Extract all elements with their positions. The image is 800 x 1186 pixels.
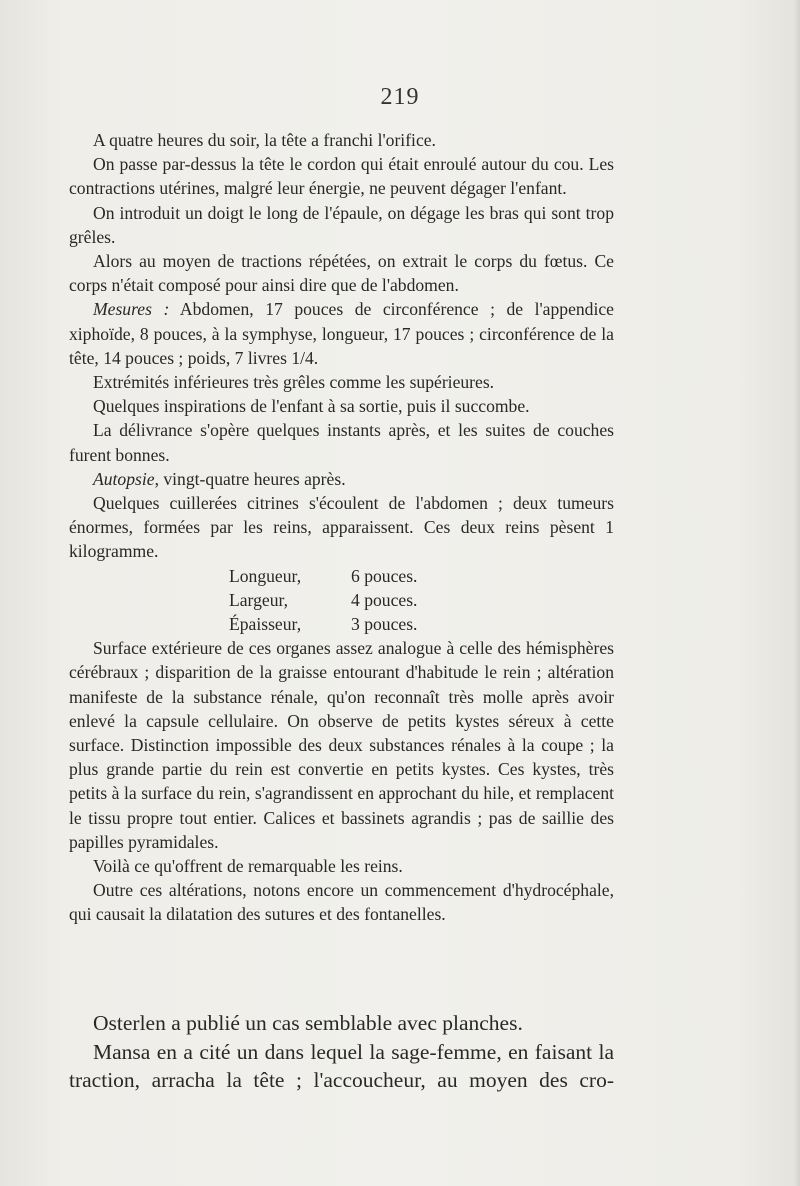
page-number: 219 xyxy=(380,84,420,110)
dimension-value: 6 pouces. xyxy=(351,565,418,586)
paragraph: Alors au moyen de tractions répétées, on extrait le corps du fœtus. Ce corps n'était composé pour ainsi dire que de l'abdomen. xyxy=(69,251,614,296)
page-edge-shadow xyxy=(794,0,800,1186)
dimensions-table xyxy=(69,564,614,637)
paragraph: A quatre heures du soir, la tête a franchi l'orifice. xyxy=(93,130,436,150)
paragraph: Quelques inspirations de l'enfant à sa sortie, puis il succombe. xyxy=(93,396,530,417)
body-text xyxy=(69,128,614,927)
paragraph-large: Mansa en a cité un dans lequel la sage-femme, en faisant la traction, arracha la tête ; l'accoucheur, au moyen des cro- xyxy=(69,1039,614,1093)
dimension-row xyxy=(69,588,614,612)
paragraph: Outre ces altérations, notons encore un commencement d'hydrocéphale, qui causait la dilatation des sutures et des fontanelles. xyxy=(69,880,614,925)
paragraph-autopsy xyxy=(69,467,614,491)
paragraph: Surface extérieure de ces organes assez analogue à celle des hémisphères cérébraux ; disparition de la graisse entourant d'habitude le rein ; altération manifeste de la substance rénale, qu'on reconnaît très molle après avoir enlevé la capsule cellulaire. On observe de petits kystes séreux à cette surface. Distinction impossible des deux substances rénales à la coupe ; la plus grande partie du rein est convertie en petits kystes. Ces kystes, très petits à la surface du rein, s'agrandissent en approchant du hile, et remplacent le tissu propre tout entier. Calices et bassinets agrandis ; pas de saillie des papilles pyramidales. xyxy=(69,638,614,852)
paragraph: Voilà ce qu'offrent de remarquable les reins. xyxy=(93,856,403,877)
dimension-row xyxy=(69,564,614,588)
dimension-label: Longueur, xyxy=(229,565,302,586)
dimension-label: Épaisseur, xyxy=(229,614,302,635)
paragraph: Extrémités inférieures très grêles comme les supérieures. xyxy=(93,372,495,393)
paragraph: On introduit un doigt le long de l'épaule, on dégage les bras qui sont trop grêles. xyxy=(69,202,614,247)
paragraph-large: Osterlen a publié un cas semblable avec planches. xyxy=(93,1011,523,1035)
paragraph: On passe par-dessus la tête le cordon qui était enroulé autour du cou. Les contractions utérines, malgré leur énergie, ne peuvent dégager l'enfant. xyxy=(69,154,614,199)
paragraph-measures xyxy=(69,297,614,370)
paragraph: Quelques cuillerées citrines s'écoulent de l'abdomen ; deux tumeurs énormes, formées par les reins, apparaissent. Ces deux reins pèsent 1 kilogramme. xyxy=(69,493,614,562)
dimension-row xyxy=(69,612,614,636)
paragraph: La délivrance s'opère quelques instants après, et les suites de couches furent bonnes. xyxy=(69,420,614,465)
dimension-label: Largeur, xyxy=(229,589,289,610)
dimension-value: 3 pouces. xyxy=(351,614,418,635)
autopsy-text: , vingt-quatre heures après. xyxy=(154,468,346,489)
measures-label: Mesures : xyxy=(93,299,170,320)
autopsy-label: Autopsie xyxy=(93,468,155,489)
dimension-value: 4 pouces. xyxy=(351,589,418,610)
large-text xyxy=(69,1009,614,1095)
measures-text: Abdomen, 17 pouces de circonférence ; de l'appendice xiphoïde, 8 pouces, à la symphyse, longueur, 17 pouces ; circonférence de la tête, 14 pouces ; poids, 7 livres 1/4. xyxy=(69,299,614,368)
